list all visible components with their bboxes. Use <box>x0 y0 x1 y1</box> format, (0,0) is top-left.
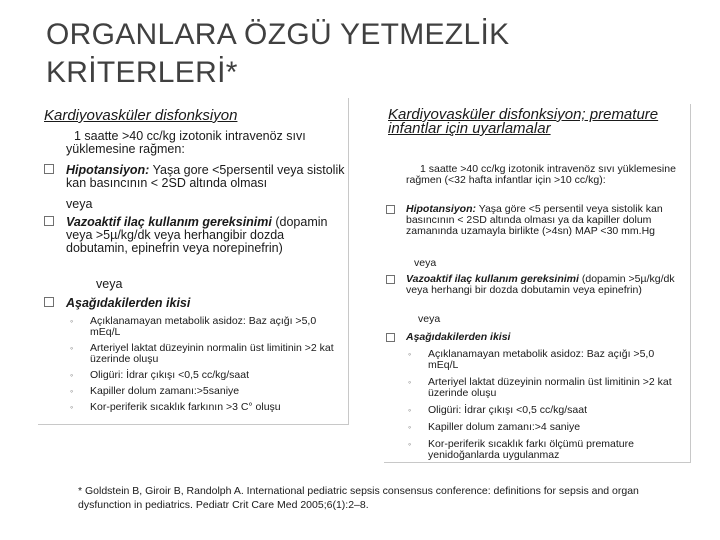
left-b1-text: Yaşa gore <5persentil veya sistolik kan basıncının < 2SD altında olması <box>66 163 345 190</box>
right-intro: 1 saatte >40 cc/kg izotonik intravenöz sıvı yüklemesine rağmen (<32 hafta infantlar için >10 cc/kg): <box>406 163 676 186</box>
square-bullet-icon <box>386 205 395 214</box>
square-bullet-icon <box>44 216 54 226</box>
left-intro: 1 saatte >40 cc/kg izotonik intravenöz sıvı yüklemesine rağmen: <box>66 129 306 156</box>
left-b2-text: (dopamin veya >5µ/kg/dk veya herhangibir dozda dobutamin, epinefrin veya norepinefrin) <box>66 215 328 255</box>
right-bullet-vasoactive <box>406 274 688 296</box>
left-bullet-two-of <box>66 297 346 310</box>
list-item: ◦ Oligüri: İdrar çıkışı <0,5 cc/kg/saat <box>408 404 588 416</box>
circle-bullet-icon: ◦ <box>408 439 412 449</box>
left-b1-bold: Hipotansiyon: <box>66 163 150 177</box>
circle-bullet-icon: ◦ <box>70 386 74 396</box>
left-b2-bold: Vazoaktif ilaç kullanım gereksinimi <box>66 215 272 229</box>
right-heading: Kardiyovasküler disfonksiyon; premature infantlar için uyarlamalar <box>388 106 659 137</box>
list-item: ◦ Kor-periferik sıcaklık farkı ölçümü premature yenidoğanlarda uygulanmaz <box>408 438 634 461</box>
list-item: ◦ Oligüri: İdrar çıkışı <0,5 cc/kg/saat <box>70 369 250 381</box>
circle-bullet-icon: ◦ <box>70 402 74 412</box>
list-item: ◦ Arteriyel laktat düzeyinin normalin üst limitinin >2 kat üzerinde oluşu <box>70 342 334 365</box>
list-item: ◦ Açıklanamayan metabolik asidoz: Baz açığı >5,0 mEq/L <box>70 315 317 338</box>
left-heading: Kardiyovasküler disfonksiyon <box>44 107 238 124</box>
circle-bullet-icon: ◦ <box>70 370 74 380</box>
square-bullet-icon <box>386 275 395 284</box>
list-item: ◦ Arteriyel laktat düzeyinin normalin üst limitinin >2 kat üzerinde oluşu <box>408 376 672 399</box>
circle-bullet-icon: ◦ <box>408 349 412 359</box>
page-title <box>46 16 686 92</box>
right-b2-text: (dopamin >5µ/kg/dk veya herhangi bir dozda dobutamin veya epinefrin) <box>406 273 675 296</box>
title-line-2: KRİTERLERİ* <box>46 56 238 89</box>
left-bullet-hypotension <box>66 164 356 190</box>
right-or-1: veya <box>414 257 437 269</box>
left-b3-bold: Aşağıdakilerden ikisi <box>66 296 191 310</box>
circle-bullet-icon: ◦ <box>70 316 74 326</box>
list-item: ◦ Açıklanamayan metabolik asidoz: Baz açığı >5,0 mEq/L <box>408 348 655 371</box>
circle-bullet-icon: ◦ <box>408 377 412 387</box>
title-line-1: ORGANLARA ÖZGÜ YETMEZLİK <box>46 18 510 51</box>
right-b1-bold: Hipotansiyon: <box>406 203 476 215</box>
square-bullet-icon <box>44 297 54 307</box>
left-or-2: veya <box>96 277 123 291</box>
right-b1-text: Yaşa göre <5 persentil veya sistolik kan basıncının < 2SD altında olması ya da kapiller dolum zamanında uzamayla birlikte (>4sn) MAP <30 mm.Hg <box>406 203 663 237</box>
left-bullet-vasoactive <box>66 216 346 255</box>
circle-bullet-icon: ◦ <box>408 405 412 415</box>
circle-bullet-icon: ◦ <box>70 343 74 353</box>
left-sub-list <box>60 316 342 413</box>
right-bullet-two-of <box>406 332 688 343</box>
right-b3-bold: Aşağıdakilerden ikisi <box>406 331 511 343</box>
square-bullet-icon <box>386 333 395 342</box>
right-b2-bold: Vazoaktif ilaç kullanım gereksinimi <box>406 273 579 285</box>
list-item: ◦ Kor-periferik sıcaklık farkının >3 C° oluşu <box>70 401 281 413</box>
left-or-1: veya <box>66 197 93 211</box>
footnote-citation: * Goldstein B, Giroir B, Randolph A. International pediatric sepsis consensus conference: definitions for sepsis and organ dysfunction in pediatrics. Pediatr Crit Care Med 2005;6(1):2–8. <box>78 485 639 511</box>
list-item: ◦ Kapiller dolum zamanı:>4 saniye <box>408 421 581 433</box>
square-bullet-icon <box>44 164 54 174</box>
list-item: ◦ Kapiller dolum zamanı:>5saniye <box>70 385 240 397</box>
right-or-2: veya <box>418 313 441 325</box>
right-sub-list <box>398 349 686 461</box>
circle-bullet-icon: ◦ <box>408 422 412 432</box>
right-bullet-hypotension <box>406 204 688 237</box>
